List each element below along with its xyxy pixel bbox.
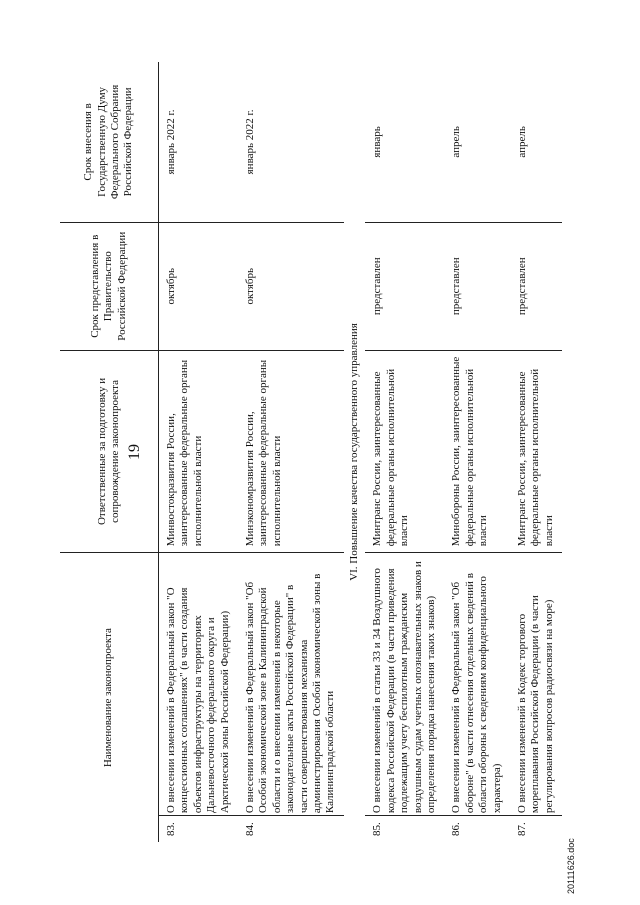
table-row bbox=[365, 62, 444, 842]
bill-name: О внесении изменений в Федеральный закон "Об Особой экономической зоне в Калининградской области и о внесении изменений в некоторые законодательные акты Российской Федерации" в части совершенствования механизма администрирования Особой экономической зоны в Калининградской области bbox=[238, 553, 344, 816]
gov-deadline: октябрь bbox=[159, 222, 239, 350]
responsible-agency: Минэкономразвития России, заинтересованные федеральные органы исполнительной власти bbox=[238, 350, 344, 553]
duma-deadline: апрель bbox=[444, 62, 510, 222]
bill-name: О внесении изменений в Кодекс торгового мореплавания Российской Федерации (в части регулирования вопросов радиосвязи на море) bbox=[510, 553, 562, 816]
gov-deadline: представлен bbox=[365, 222, 444, 350]
header-duma-deadline: Срок внесения в Государственную Думу Федерального Собрания Российской Федерации bbox=[60, 62, 159, 222]
section-title: VI. Повышение качества государственного управления bbox=[347, 323, 360, 581]
header-gov-deadline: Срок представления в Правительство Российской Федерации bbox=[60, 222, 159, 350]
gov-deadline: октябрь bbox=[238, 222, 344, 350]
file-name: 20111626.doc bbox=[566, 838, 576, 894]
row-number: 83. bbox=[165, 822, 177, 836]
row-number: 84. bbox=[244, 822, 257, 836]
header-responsible: Ответственные за подготовку и сопровождение законопроекта bbox=[60, 350, 159, 553]
responsible-agency: Минтранс России, заинтересованные федеральные органы исполнительной власти bbox=[510, 350, 562, 553]
gov-deadline: представлен bbox=[510, 222, 562, 350]
rotated-page bbox=[60, 62, 580, 894]
table-row bbox=[510, 62, 562, 842]
table-row bbox=[444, 62, 510, 842]
page-number: 19 bbox=[126, 444, 143, 460]
bill-name: О внесении изменений в Федеральный закон "О концессионных соглашениях" (в части создания объектов инфраструктуры на территориях Дальневосточного федерального округа и Арктической зоны Российской Федерации) bbox=[159, 553, 239, 816]
row-number: 87. bbox=[515, 822, 528, 836]
table-header-row bbox=[60, 62, 159, 842]
duma-deadline: январь 2022 г. bbox=[238, 62, 344, 222]
row-number: 86. bbox=[450, 822, 463, 836]
row-number: 85. bbox=[371, 822, 384, 836]
bill-name: О внесении изменений в Федеральный закон "Об обороне" (в части отнесения отдельных сведений в области обороны к сведениям конфиденциального характера) bbox=[444, 553, 510, 816]
section-row bbox=[344, 62, 365, 842]
duma-deadline: январь 2022 г. bbox=[159, 62, 239, 222]
bills-table bbox=[60, 62, 562, 842]
table-row bbox=[159, 62, 239, 842]
responsible-agency: Минобороны России, заинтересованные федеральные органы исполнительной власти bbox=[444, 350, 510, 553]
table-row bbox=[238, 62, 344, 842]
responsible-agency: Минвостокразвития России, заинтересованные федеральные органы исполнительной власти bbox=[159, 350, 239, 553]
header-name: Наименование законопроекта bbox=[60, 553, 159, 842]
duma-deadline: январь bbox=[365, 62, 444, 222]
bill-name: О внесении изменений в статьи 33 и 34 Воздушного кодекса Российской Федерации (в части приведения подлежащим учету беспилотным гражданским воздушным судам учетных опознавательных знаков и определения порядка нанесения таких знаков) bbox=[365, 553, 444, 816]
gov-deadline: представлен bbox=[444, 222, 510, 350]
duma-deadline: апрель bbox=[510, 62, 562, 222]
responsible-agency: Минтранс России, заинтересованные федеральные органы исполнительной власти bbox=[365, 350, 444, 553]
